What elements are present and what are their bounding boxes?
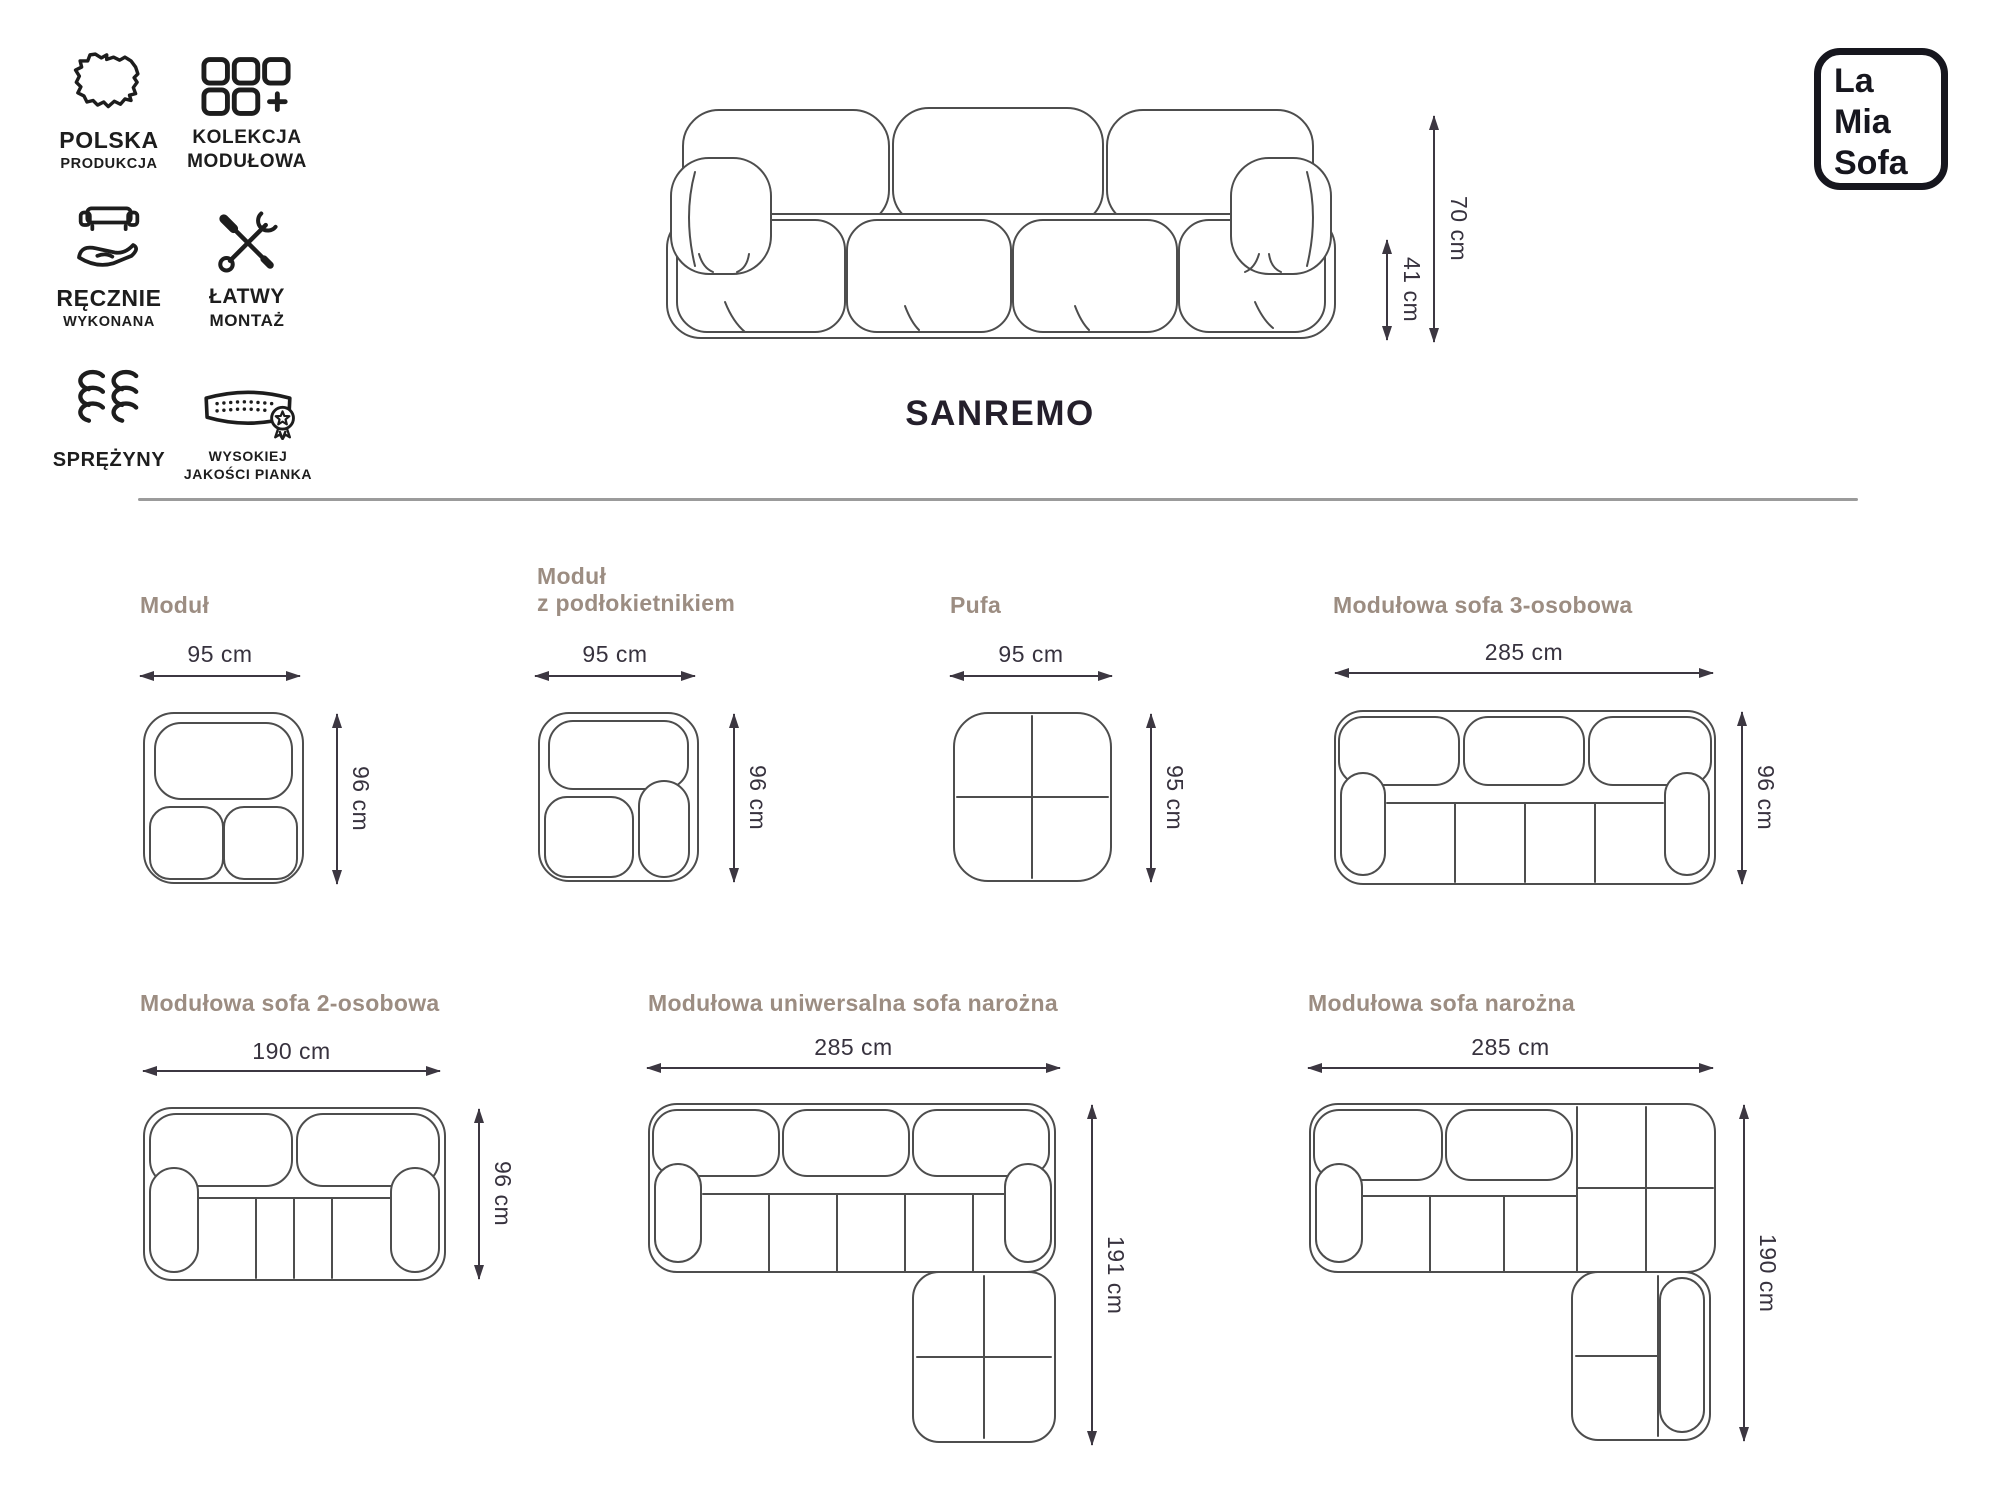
pufa-top-view-drawing: [952, 711, 1113, 883]
modul-armrest-top-view-drawing: [537, 711, 700, 883]
springs-icon: [35, 360, 183, 440]
depth-arrow: [1150, 714, 1152, 882]
feature-polska-produkcja: [35, 40, 183, 173]
logo-line: Sofa: [1834, 144, 1908, 182]
modul-top-view-drawing: [142, 711, 305, 885]
sofa-corner-universal-top-view-drawing: [647, 1102, 1057, 1446]
depth-label: 96 cm: [490, 1161, 516, 1227]
feature-label-secondary: JAKOŚCI PIANKA: [183, 465, 313, 482]
feature-label-secondary: PRODUKCJA: [60, 155, 158, 172]
width-label: 190 cm: [252, 1038, 331, 1064]
width-label: 95 cm: [998, 641, 1064, 667]
depth-arrow: [1091, 1105, 1093, 1445]
feature-label-secondary: WYKONANA: [63, 313, 155, 330]
diagram-title: Modułowa sofa narożna: [1308, 990, 1575, 1016]
feature-kolekcja-modulowa: [182, 44, 312, 174]
feature-label-secondary: MONTAŻ: [209, 311, 285, 331]
depth-label: 96 cm: [348, 766, 374, 832]
width-arrow: [143, 1070, 440, 1072]
width-arrow: [535, 675, 695, 677]
la-mia-sofa-logo: [1814, 48, 1948, 190]
logo-line: Mia: [1834, 103, 1891, 141]
depth-arrow: [478, 1109, 480, 1279]
diagram-title: Modułowa uniwersalna sofa narożna: [648, 990, 1058, 1016]
feature-sprezyny: [35, 360, 183, 473]
overall-height-arrow: [1433, 116, 1435, 342]
sofa-corner-top-view-drawing: [1308, 1102, 1717, 1442]
depth-label: 96 cm: [1753, 765, 1779, 831]
width-arrow: [950, 675, 1112, 677]
depth-label: 190 cm: [1755, 1233, 1781, 1313]
depth-label: 95 cm: [1162, 765, 1188, 831]
easy-assembly-tools-icon: [182, 196, 312, 276]
diagram-title: Modułowa sofa 2-osobowa: [140, 990, 440, 1016]
width-label: 95 cm: [582, 641, 648, 667]
depth-arrow: [733, 714, 735, 882]
feature-label-primary: RĘCZNIE: [56, 285, 162, 311]
depth-arrow: [336, 714, 338, 884]
feature-label-primary: SPRĘŻYNY: [52, 449, 166, 471]
product-name: SANREMO: [905, 394, 1095, 433]
modular-collection-icon: [182, 44, 312, 118]
feature-label-primary: ŁATWY: [208, 285, 286, 308]
feature-wysokiej-jakosci-pianka: [168, 376, 328, 483]
depth-arrow: [1743, 1105, 1745, 1441]
sofa-front-view-drawing: [655, 106, 1347, 342]
width-arrow: [1308, 1067, 1713, 1069]
feature-label-secondary: MODUŁOWA: [187, 150, 307, 172]
feature-label-primary: POLSKA: [59, 127, 159, 153]
section-divider: [138, 498, 1858, 501]
width-label: 95 cm: [187, 641, 253, 667]
diagram-title: Pufa: [950, 592, 1002, 618]
diagram-title: Modułowa sofa 3-osobowa: [1333, 592, 1633, 618]
diagram-title: Moduł: [140, 592, 210, 618]
width-arrow: [140, 675, 300, 677]
feature-recznie-wykonana: [35, 192, 183, 331]
seat-height-label: 41 cm: [1399, 257, 1425, 323]
depth-arrow: [1741, 712, 1743, 884]
logo-line: La: [1834, 62, 1874, 100]
overall-height-label: 70 cm: [1446, 196, 1472, 262]
poland-map-icon: [35, 40, 183, 118]
width-label: 285 cm: [814, 1034, 893, 1060]
feature-latwy-montaz: [182, 196, 312, 332]
width-label: 285 cm: [1471, 1034, 1550, 1060]
depth-label: 191 cm: [1103, 1235, 1129, 1315]
feature-label-primary: KOLEKCJA: [192, 127, 302, 148]
sofa-2-top-view-drawing: [142, 1106, 447, 1282]
diagram-title: Moduł z podłokietnikiem: [537, 563, 736, 616]
depth-label: 96 cm: [745, 765, 771, 831]
high-quality-foam-icon: [168, 376, 328, 440]
width-arrow: [1335, 672, 1713, 674]
seat-height-arrow: [1386, 240, 1388, 340]
handmade-sofa-hand-icon: [35, 192, 183, 276]
width-label: 285 cm: [1484, 639, 1564, 665]
feature-label-primary: WYSOKIEJ: [208, 448, 288, 464]
width-arrow: [647, 1067, 1060, 1069]
sofa-3-top-view-drawing: [1333, 709, 1717, 886]
